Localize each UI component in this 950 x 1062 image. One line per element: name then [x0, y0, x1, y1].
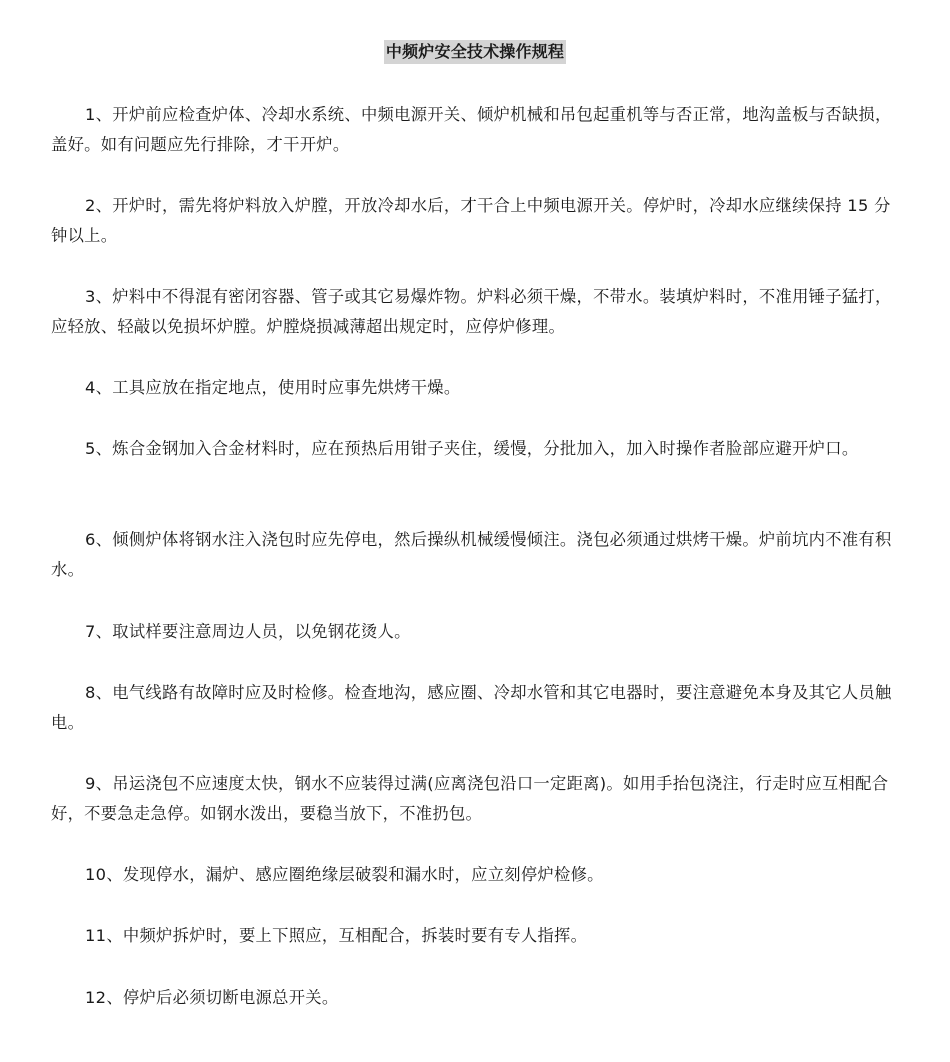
rule-item-4: 4、工具应放在指定地点，使用时应事先烘烤干燥。 — [85, 378, 461, 397]
rule-item-10: 10、发现停水，漏炉、感应圈绝缘层破裂和漏水时，应立刻停炉检修。 — [85, 865, 604, 884]
document-title: 中频炉安全技术操作规程 — [384, 40, 566, 64]
rule-item-8: 8、电气线路有故障时应及时检修。检查地沟，感应圈、冷却水管和其它电器时，要注意避免本身及其它人员触电。 — [51, 683, 892, 732]
rule-item-2: 2、开炉时，需先将炉料放入炉膛，开放冷却水后，才干合上中频电源开关。停炉时，冷却水应继续保持 15 分钟以上。 — [51, 196, 891, 245]
rule-item-9: 9、吊运浇包不应速度太快，钢水不应装得过满(应离浇包沿口一定距离)。如用手抬包浇注，行走时应互相配合好，不要急走急停。如钢水泼出，要稳当放下，不准扔包。 — [51, 774, 889, 823]
rule-item-3: 3、炉料中不得混有密闭容器、管子或其它易爆炸物。炉料必须干燥，不带水。装填炉料时，不准用锤子猛打，应轻放、轻敲以免损坏炉膛。炉膛烧损减薄超出规定时，应停炉修理。 — [51, 287, 892, 336]
rule-item-1: 1、开炉前应检查炉体、冷却水系统、中频电源开关、倾炉机械和吊包起重机等与否正常，地沟盖板与否缺损，盖好。如有问题应先行排除，才干开炉。 — [51, 105, 892, 154]
rule-item-5: 5、炼合金钢加入合金材料时，应在预热后用钳子夹住，缓慢，分批加入，加入时操作者脸部应避开炉口。 — [85, 439, 859, 458]
rule-item-12: 12、停炉后必须切断电源总开关。 — [85, 988, 339, 1007]
title-row — [0, 40, 950, 64]
rule-item-7: 7、取试样要注意周边人员，以免钢花烫人。 — [85, 622, 411, 641]
rule-item-11: 11、中频炉拆炉时，要上下照应，互相配合，拆装时要有专人指挥。 — [85, 926, 588, 945]
rule-item-6: 6、倾侧炉体将钢水注入浇包时应先停电，然后操纵机械缓慢倾注。浇包必须通过烘烤干燥。炉前坑内不准有积水。 — [51, 530, 892, 579]
